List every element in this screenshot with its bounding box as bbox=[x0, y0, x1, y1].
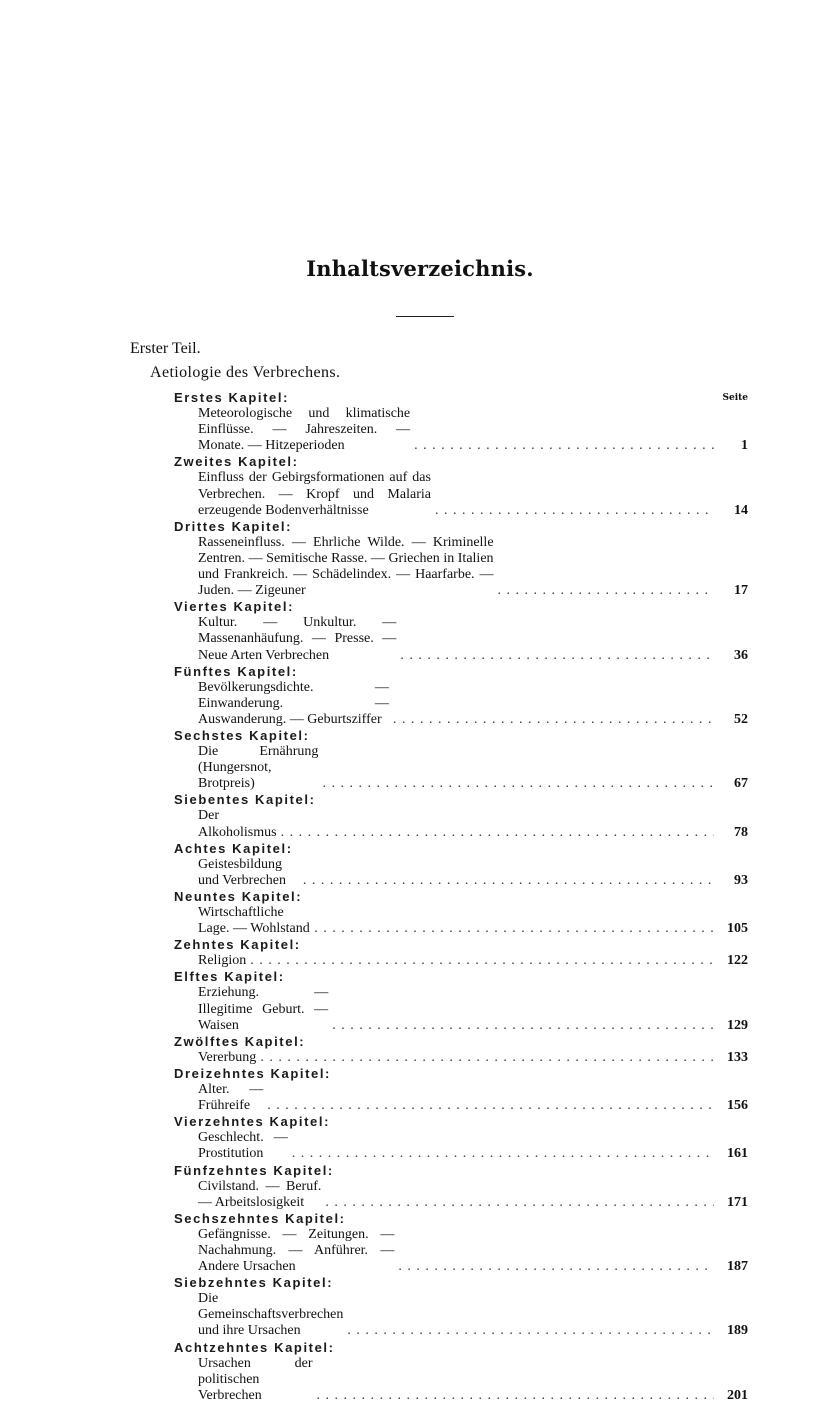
title-divider bbox=[396, 316, 454, 317]
dot-leader bbox=[394, 1259, 714, 1275]
page-number: 52 bbox=[734, 711, 748, 727]
chapter-entry bbox=[174, 1356, 748, 1404]
page-number: 189 bbox=[727, 1323, 748, 1339]
chapter-entry bbox=[174, 1179, 748, 1211]
toc-chapter bbox=[174, 1034, 748, 1066]
chapter-entry bbox=[174, 857, 748, 889]
toc-chapter bbox=[174, 1066, 748, 1114]
dot-leader bbox=[494, 583, 714, 599]
chapter-description: Ursachen der politischen Verbrechen bbox=[198, 1355, 313, 1403]
chapter-heading: Siebentes Kapitel: bbox=[174, 792, 316, 808]
chapter-entry bbox=[174, 615, 748, 663]
toc-chapter bbox=[174, 969, 748, 1033]
toc-chapter bbox=[174, 937, 748, 969]
dot-leader bbox=[321, 1195, 714, 1211]
page-number: 93 bbox=[734, 872, 748, 888]
chapter-description: Rasseneinfluss. — Ehrliche Wilde. — Kriminelle Zentren. — Semitische Rasse. — Griechen in Italien und Frankreich. — Schädelindex. — Haarfarbe. — Juden. — Zigeuner bbox=[198, 534, 494, 599]
page-number: 14 bbox=[734, 502, 748, 518]
chapter-description: Alter. — Frühreife bbox=[198, 1082, 264, 1114]
page-number: 67 bbox=[734, 776, 748, 792]
page-number: 78 bbox=[734, 824, 748, 840]
chapter-description: Meteorologische und klimatische Einflüsse. — Jahreszeiten. — Monate. — Hitzeperioden bbox=[198, 406, 411, 454]
dot-leader bbox=[343, 1323, 714, 1339]
chapter-heading: Zwölftes Kapitel: bbox=[174, 1033, 306, 1049]
chapter-heading: Fünfzehntes Kapitel: bbox=[174, 1162, 334, 1178]
chapter-heading: Fünftes Kapitel: bbox=[174, 663, 298, 679]
page-title: Inhaltsverzeichnis. bbox=[306, 256, 534, 281]
chapter-description: Civilstand. — Beruf. — Arbeitslosigkeit bbox=[198, 1178, 322, 1210]
page-number: 187 bbox=[727, 1259, 748, 1275]
chapter-description: Einfluss der Gebirgsformationen auf das Verbrechen. — Kropf und Malaria erzeugende Bodenverhältnisse bbox=[198, 470, 431, 518]
dot-leader bbox=[389, 712, 714, 728]
chapter-description: Erziehung. — Illegitime Geburt. — Waisen bbox=[198, 985, 329, 1033]
toc-chapter bbox=[174, 841, 748, 889]
dot-leader bbox=[410, 438, 714, 454]
chapter-entry bbox=[174, 1291, 748, 1339]
chapter-entry bbox=[174, 680, 748, 728]
toc-chapter bbox=[174, 1340, 748, 1404]
chapter-heading: Zehntes Kapitel: bbox=[174, 937, 301, 953]
chapter-entry bbox=[174, 808, 748, 840]
chapter-description: Die Gemeinschaftsverbrechen und ihre Ursachen bbox=[198, 1291, 344, 1339]
part-heading: Erster Teil. bbox=[130, 340, 201, 357]
page-number: 129 bbox=[727, 1017, 748, 1033]
dot-leader bbox=[246, 953, 714, 969]
chapter-heading: Siebzehntes Kapitel: bbox=[174, 1275, 334, 1291]
chapter-entry bbox=[174, 470, 748, 518]
page-number: 105 bbox=[727, 921, 748, 937]
chapter-description: Kultur. — Unkultur. — Massenanhäufung. — Presse. — Neue Arten Verbrechen bbox=[198, 615, 397, 663]
page-number: 171 bbox=[727, 1194, 748, 1210]
toc-chapter bbox=[174, 1275, 748, 1339]
chapter-description: Geschlecht. — Prostitution bbox=[198, 1130, 288, 1162]
page-column-header: Seite bbox=[722, 393, 748, 403]
page-number: 36 bbox=[734, 647, 748, 663]
chapter-description: Der Alkoholismus bbox=[198, 808, 277, 840]
chapter-entry bbox=[174, 1082, 748, 1114]
chapter-entry bbox=[174, 953, 748, 969]
section-heading: Aetiologie des Verbrechens. bbox=[150, 364, 341, 381]
dot-leader bbox=[299, 873, 714, 889]
toc-chapter bbox=[174, 599, 748, 663]
chapter-description: Bevölkerungsdichte. — Einwanderung. — Auswanderung. — Geburtsziffer bbox=[198, 679, 389, 727]
dot-leader bbox=[431, 503, 714, 519]
chapter-heading: Dreizehntes Kapitel: bbox=[174, 1065, 331, 1081]
dot-leader bbox=[310, 921, 714, 937]
dot-leader bbox=[313, 1388, 714, 1404]
chapter-description: Die Ernährung (Hungersnot, Brotpreis) bbox=[198, 744, 319, 792]
chapter-heading: Achtes Kapitel: bbox=[174, 840, 293, 856]
chapter-entry bbox=[174, 985, 748, 1033]
page-number: 1 bbox=[741, 438, 748, 454]
chapter-heading: Achtzehntes Kapitel: bbox=[174, 1339, 335, 1355]
dot-leader bbox=[277, 825, 714, 841]
chapter-heading: Sechstes Kapitel: bbox=[174, 727, 310, 743]
chapter-description: Geistesbildung und Verbrechen bbox=[198, 856, 286, 888]
chapter-entry bbox=[174, 1130, 748, 1162]
page-number: 122 bbox=[727, 953, 748, 969]
chapter-description: Gefängnisse. — Zeitungen. — Nachahmung. — Anführer. — Andere Ursachen bbox=[198, 1226, 395, 1275]
chapter-entry bbox=[174, 905, 748, 937]
chapter-description: Wirtschaftliche Lage. — Wohlstand bbox=[198, 905, 310, 937]
toc-chapter bbox=[174, 519, 748, 599]
toc-chapter bbox=[174, 792, 748, 840]
toc-chapter bbox=[174, 1163, 748, 1211]
chapter-description: Religion bbox=[198, 953, 247, 969]
chapter-heading: Drittes Kapitel: bbox=[174, 518, 293, 534]
page-number: 201 bbox=[727, 1387, 748, 1403]
page-number: 17 bbox=[734, 583, 748, 599]
chapter-entry bbox=[174, 1050, 748, 1066]
dot-leader bbox=[318, 776, 714, 792]
dot-leader bbox=[256, 1050, 714, 1066]
chapter-heading: Neuntes Kapitel: bbox=[174, 888, 303, 904]
chapter-entry bbox=[174, 1227, 748, 1275]
page-number: 156 bbox=[727, 1098, 748, 1114]
toc-chapter bbox=[174, 889, 748, 937]
toc-chapter bbox=[174, 728, 748, 792]
chapter-entry bbox=[174, 406, 748, 454]
dot-leader bbox=[328, 1018, 714, 1034]
chapter-heading: Erstes Kapitel: bbox=[174, 390, 290, 405]
dot-leader bbox=[396, 648, 714, 664]
toc-chapter bbox=[174, 1211, 748, 1275]
chapter-entry bbox=[174, 535, 748, 599]
chapter-heading: Viertes Kapitel: bbox=[174, 599, 295, 615]
chapter-entry bbox=[174, 744, 748, 792]
page-number: 161 bbox=[727, 1146, 748, 1162]
chapter-heading: Elftes Kapitel: bbox=[174, 969, 285, 985]
toc-chapter bbox=[174, 454, 748, 518]
chapter-description: Vererbung bbox=[198, 1049, 257, 1065]
toc-chapter bbox=[174, 390, 748, 454]
dot-leader bbox=[263, 1098, 714, 1114]
page-number: 133 bbox=[727, 1049, 748, 1065]
dot-leader bbox=[288, 1146, 714, 1162]
table-of-contents bbox=[174, 390, 748, 1404]
chapter-heading: Vierzehntes Kapitel: bbox=[174, 1114, 331, 1130]
chapter-heading: Zweites Kapitel: bbox=[174, 454, 299, 470]
toc-chapter bbox=[174, 664, 748, 728]
chapter-heading: Sechszehntes Kapitel: bbox=[174, 1210, 346, 1226]
toc-chapter bbox=[174, 1114, 748, 1162]
